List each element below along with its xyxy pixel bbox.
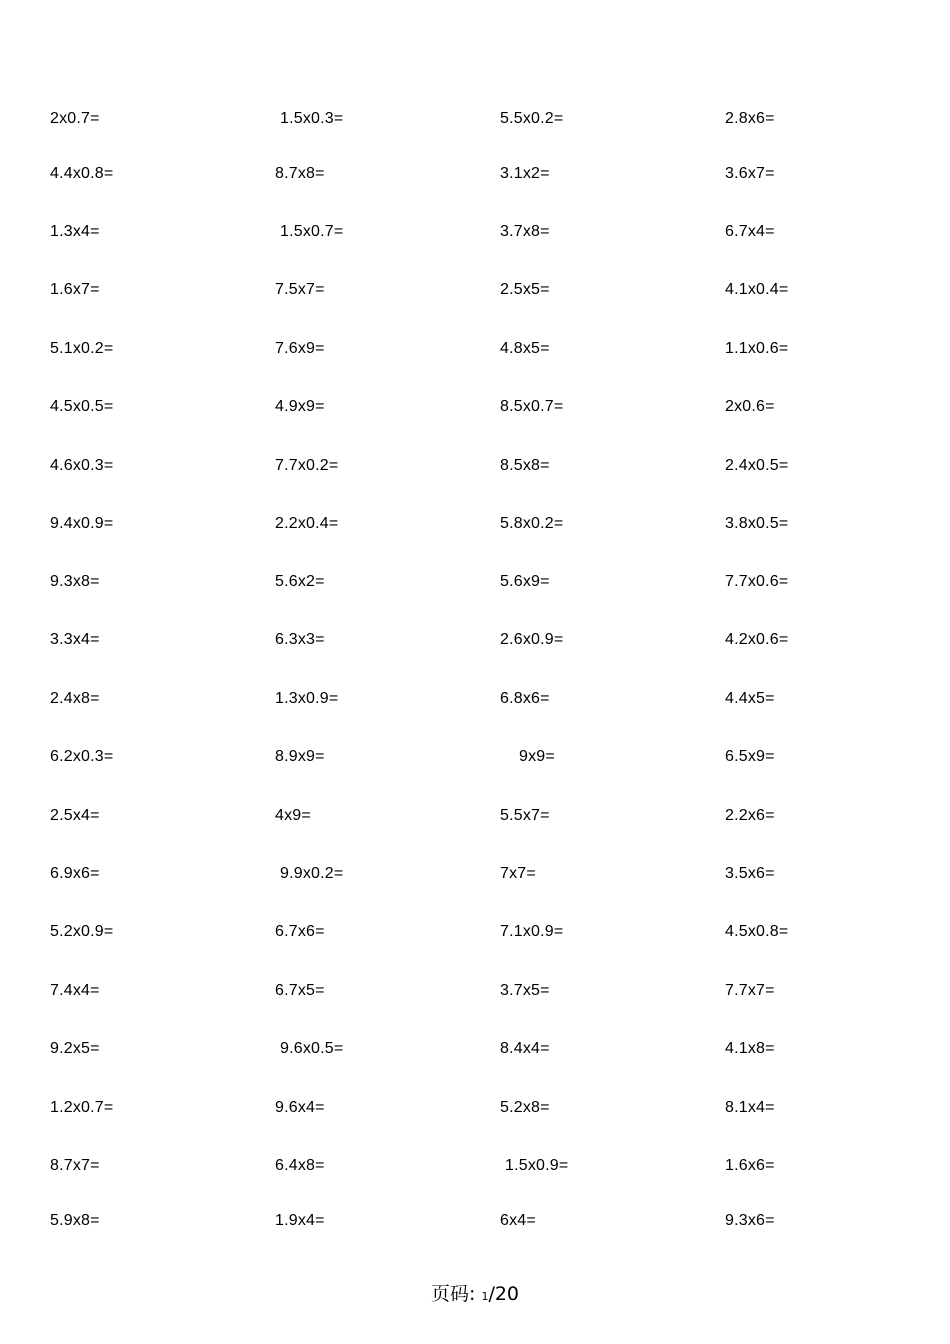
problem-c2-r4: 7.5x7= [275, 281, 325, 298]
problem-c3-r17: 8.4x4= [500, 1040, 550, 1057]
problem-c3-r6: 8.5x0.7= [500, 398, 564, 415]
problem-c1-r20: 5.9x8= [50, 1212, 100, 1229]
problem-c3-r14: 7x7= [500, 865, 536, 882]
problem-c3-r9: 5.6x9= [500, 573, 550, 590]
problem-c1-r4: 1.6x7= [50, 281, 100, 298]
problem-c2-r3: 1.5x0.7= [280, 223, 344, 240]
problem-c1-r15: 5.2x0.9= [50, 923, 114, 940]
problem-c4-r20: 9.3x6= [725, 1212, 775, 1229]
problem-c2-r7: 7.7x0.2= [275, 457, 339, 474]
problem-c1-r13: 2.5x4= [50, 807, 100, 824]
problem-c1-r10: 3.3x4= [50, 631, 100, 648]
problem-c4-r2: 3.6x7= [725, 165, 775, 182]
problem-c1-r8: 9.4x0.9= [50, 515, 114, 532]
problem-c3-r7: 8.5x8= [500, 457, 550, 474]
problem-c4-r15: 4.5x0.8= [725, 923, 789, 940]
problem-c2-r9: 5.6x2= [275, 573, 325, 590]
problem-c3-r4: 2.5x5= [500, 281, 550, 298]
problem-c1-r1: 2x0.7= [50, 110, 100, 127]
page-label: 页码: [430, 1283, 476, 1305]
problem-c2-r13: 4x9= [275, 807, 311, 824]
problem-c2-r20: 1.9x4= [275, 1212, 325, 1229]
problem-c4-r7: 2.4x0.5= [725, 457, 789, 474]
problem-c1-r11: 2.4x8= [50, 690, 100, 707]
page-number-footer [0, 1283, 950, 1308]
problem-c1-r9: 9.3x8= [50, 573, 100, 590]
problem-c2-r1: 1.5x0.3= [280, 110, 344, 127]
problem-c2-r14: 9.9x0.2= [280, 865, 344, 882]
problem-c3-r18: 5.2x8= [500, 1099, 550, 1116]
problem-c4-r10: 4.2x0.6= [725, 631, 789, 648]
problem-c1-r5: 5.1x0.2= [50, 340, 114, 357]
problem-c2-r8: 2.2x0.4= [275, 515, 339, 532]
page-total: /20 [488, 1283, 520, 1305]
problem-c4-r17: 4.1x8= [725, 1040, 775, 1057]
problem-c2-r19: 6.4x8= [275, 1157, 325, 1174]
problem-c2-r18: 9.6x4= [275, 1099, 325, 1116]
problem-c3-r10: 2.6x0.9= [500, 631, 564, 648]
problem-c3-r1: 5.5x0.2= [500, 110, 564, 127]
problem-c2-r10: 6.3x3= [275, 631, 325, 648]
problem-c4-r4: 4.1x0.4= [725, 281, 789, 298]
problem-c4-r18: 8.1x4= [725, 1099, 775, 1116]
problem-c3-r12: 9x9= [519, 748, 555, 765]
problem-c2-r15: 6.7x6= [275, 923, 325, 940]
problem-c3-r16: 3.7x5= [500, 982, 550, 999]
problem-c1-r17: 9.2x5= [50, 1040, 100, 1057]
problem-c4-r11: 4.4x5= [725, 690, 775, 707]
problem-c3-r2: 3.1x2= [500, 165, 550, 182]
problem-c4-r16: 7.7x7= [725, 982, 775, 999]
problem-c2-r6: 4.9x9= [275, 398, 325, 415]
problem-c4-r8: 3.8x0.5= [725, 515, 789, 532]
problem-c4-r6: 2x0.6= [725, 398, 775, 415]
problem-c2-r11: 1.3x0.9= [275, 690, 339, 707]
problem-c4-r3: 6.7x4= [725, 223, 775, 240]
problem-c3-r8: 5.8x0.2= [500, 515, 564, 532]
problem-c2-r5: 7.6x9= [275, 340, 325, 357]
problem-c4-r13: 2.2x6= [725, 807, 775, 824]
problem-c4-r5: 1.1x0.6= [725, 340, 789, 357]
problem-c3-r20: 6x4= [500, 1212, 536, 1229]
problem-c3-r3: 3.7x8= [500, 223, 550, 240]
problem-c3-r15: 7.1x0.9= [500, 923, 564, 940]
problem-c1-r12: 6.2x0.3= [50, 748, 114, 765]
problem-c2-r17: 9.6x0.5= [280, 1040, 344, 1057]
problem-c4-r9: 7.7x0.6= [725, 573, 789, 590]
problem-c1-r3: 1.3x4= [50, 223, 100, 240]
problem-c3-r19: 1.5x0.9= [505, 1157, 569, 1174]
problem-c4-r12: 6.5x9= [725, 748, 775, 765]
problem-c4-r1: 2.8x6= [725, 110, 775, 127]
problem-c1-r7: 4.6x0.3= [50, 457, 114, 474]
problem-c4-r14: 3.5x6= [725, 865, 775, 882]
problem-c1-r19: 8.7x7= [50, 1157, 100, 1174]
problem-c3-r11: 6.8x6= [500, 690, 550, 707]
problem-c3-r5: 4.8x5= [500, 340, 550, 357]
problem-c1-r2: 4.4x0.8= [50, 165, 114, 182]
page-current: 1 [481, 1290, 489, 1303]
problem-c4-r19: 1.6x6= [725, 1157, 775, 1174]
problem-c1-r18: 1.2x0.7= [50, 1099, 114, 1116]
problem-c1-r16: 7.4x4= [50, 982, 100, 999]
problem-c2-r16: 6.7x5= [275, 982, 325, 999]
problem-c2-r2: 8.7x8= [275, 165, 325, 182]
problem-c3-r13: 5.5x7= [500, 807, 550, 824]
problem-c2-r12: 8.9x9= [275, 748, 325, 765]
problem-c1-r14: 6.9x6= [50, 865, 100, 882]
problem-c1-r6: 4.5x0.5= [50, 398, 114, 415]
